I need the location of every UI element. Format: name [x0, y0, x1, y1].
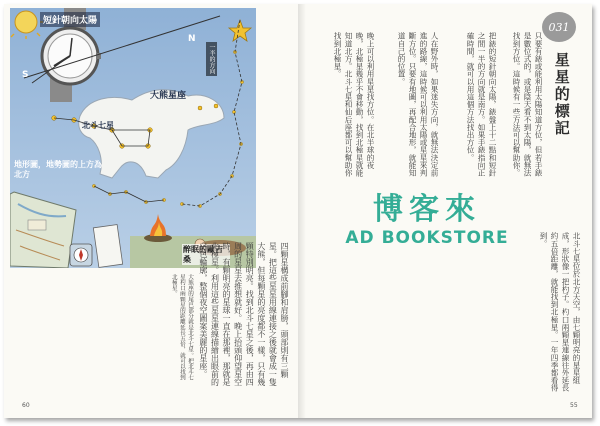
right-body-col-c: 人在野外時，如果迷失方向，就無法決定前進的路線，這時候可以利用太陽或星星來判斷方位。只要有地圖，再配合地形，就能知道自己的位置。 [397, 32, 439, 177]
compass-n-label: N [188, 34, 196, 44]
right-body-col-a: 只要有錶或能利用太陽知道方位，但若手錶是數位式的，或是陰天看不到太陽，就無法找到方位。這時候有一些方法可以幫助你。 [512, 32, 543, 177]
label-terrain: 地形圖，地勢圖的上方為北方 [14, 160, 102, 180]
ruler-icon [93, 225, 122, 268]
label-direction-one: 一半的方向 [208, 44, 215, 74]
star-map-illustration [10, 8, 256, 268]
label-minute-hand: 短針朝向太陽 [40, 12, 100, 27]
label-ursa-major: 大熊星座 [150, 91, 187, 101]
compass-s-label: S [22, 70, 29, 80]
bookstore-watermark [322, 184, 532, 248]
left-body-text: 四顆星構成前腳和肩膀，頭部則有三顆星。把這些星星用線連接之後就會成一隻大熊，但每顆星的亮度都不一樣，只有幾顆特別明亮。找到北斗七星之後，再由四周的星星去推想就好。晚上抬頭仰望星空時，有顆明亮的星球一直在那裡，那就是北極星。利用這些星星連線描繪出眼前的白色輪廓，整個夜空圖案美麗的星座。 [198, 242, 289, 386]
right-body-col-d: 晚上可以利用星星找方位。在北半球的夜晚，北極星幾乎不會移動，找到北極星就能知道北方。北斗七星和仙后座都可以幫助你找到北極星。 [333, 32, 375, 177]
watermark-en: AD BOOKSTORE [345, 228, 509, 248]
chapter-number: 031 [548, 20, 570, 34]
compass-icon [70, 244, 92, 266]
left-caption: 大熊座的尾巴部分就是北斗七星。把北斗七星杓口兩顆星的距離延長五倍，就可以找到北極星。 [170, 274, 193, 381]
watermark-cn: 博客來 [373, 192, 481, 227]
chapter-badge [542, 12, 576, 42]
right-page-number: 55 [570, 402, 578, 409]
label-big-dipper: 北斗七星 [82, 121, 114, 130]
label-sleepy: 醉眠的歐吉桑 [182, 244, 230, 265]
book-spread [4, 4, 592, 418]
left-page-number: 60 [22, 402, 30, 409]
right-body-col-b: 把錶的短針朝向太陽，錶盤上十二點和短針之間一半的方向就是南方。如果手錶指向正確時間，就可以用這個方法找出方位。 [466, 32, 497, 177]
right-body-col-e: 北斗七星位於北方天空，由七顆明亮的星星組成，形狀像一把杓子。杓口兩顆星連線往外延長約五倍距離，就能找到北極星。一年四季都看得到。 [539, 232, 581, 392]
chapter-title: 星星的標記 [552, 52, 571, 137]
illustration-svg [10, 8, 256, 268]
book-gutter [298, 4, 306, 418]
